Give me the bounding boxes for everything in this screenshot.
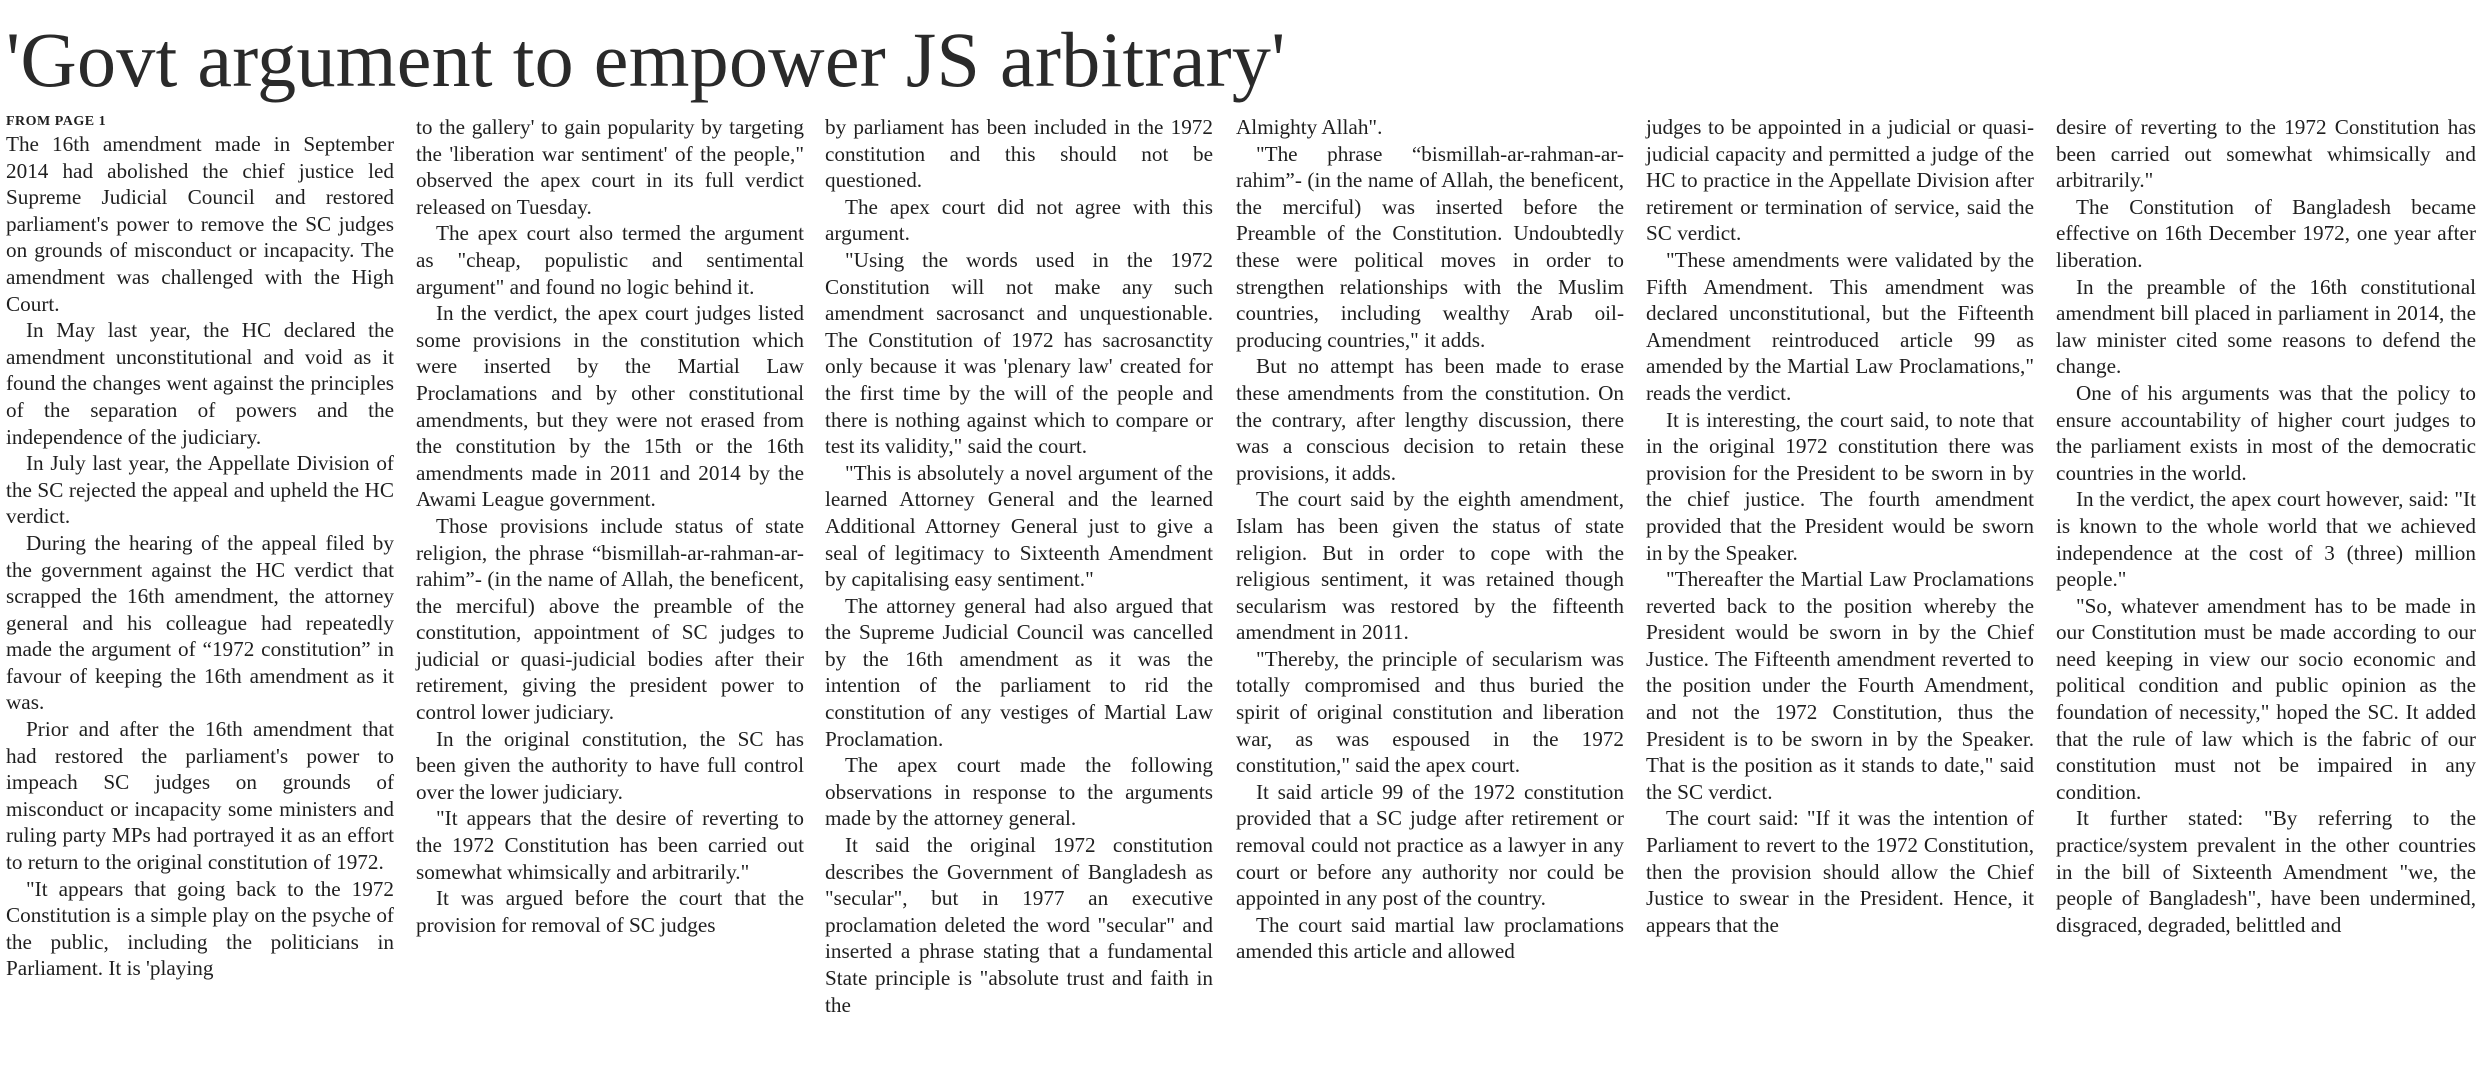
paragraph: During the hearing of the appeal filed by the government against the HC verdict that scrapped the 16th amendment, the attorney general and his colleague had repeatedly made the argument of “1972 constitution” in favour of keeping the 16th amendment as it was.: [6, 530, 394, 715]
kicker-label: FROM PAGE 1: [6, 114, 107, 129]
paragraph: The apex court did not agree with this argument.: [825, 194, 1213, 246]
article-column-2: [416, 114, 804, 1090]
paragraph: It said the original 1972 constitution describes the Government of Bangladesh as "secular", but in 1977 an executive proclamation deleted the word "secular" and inserted a phrase stating that a fundamental State principle is "absolute trust and faith in the: [825, 833, 1213, 1017]
paragraph: "These amendments were validated by the Fifth Amendment. This amendment was declared unconstitutional, but the Fifteenth Amendment reintroduced article 99 as amended by the Martial Law Proclamations," reads the verdict.: [1646, 247, 2034, 405]
paragraph: It is interesting, the court said, to note that in the original 1972 constitution there was provision for the President to be sworn in by the chief justice. The fourth amendment provided that the President would be sworn in by the Speaker.: [1646, 407, 2034, 565]
article-column-6: [2056, 114, 2476, 1090]
paragraph: It was argued before the court that the provision for removal of SC judges: [416, 886, 804, 937]
paragraph: "This is absolutely a novel argument of the learned Attorney General and the learned Additional Attorney General just to give a seal of legitimacy to Sixteenth Amendment by capitalising easy sentiment.": [825, 460, 1213, 592]
paragraph: The Constitution of Bangladesh became effective on 16th December 1972, one year after liberation.: [2056, 194, 2476, 272]
paragraph: desire of reverting to the 1972 Constitution has been carried out somewhat whimsically and arbitrarily.": [2056, 115, 2476, 193]
paragraph: "So, whatever amendment has to be made in our Constitution must be made according to our need keeping in view our socio economic and political condition and public opinion as the foundation of necessity," hoped the SC. It added that the rule of law which is the fabric of our constitution must not be impaired in any condition.: [2056, 593, 2476, 804]
paragraph: Prior and after the 16th amendment that had restored the parliament's power to impeach SC judges on grounds of misconduct or incapacity some ministers and ruling party MPs had portrayed it as an effort to return to the original constitution of 1972.: [6, 717, 394, 875]
paragraph: by parliament has been included in the 1972 constitution and this should not be questioned.: [825, 115, 1213, 193]
paragraph: Those provisions include status of state religion, the phrase “bismillah-ar-rahman-ar-rahim”- (in the name of Allah, the beneficent, the merciful) above the preamble of the constitution, appointment of SC judges to judicial or quasi-judicial bodies after their retirement, giving the president power to control lower judiciary.: [416, 513, 804, 725]
paragraph: In the original constitution, the SC has been given the authority to have full control over the lower judiciary.: [416, 726, 804, 804]
paragraph: "Thereafter the Martial Law Proclamations reverted back to the position whereby the President would be sworn in by the Chief Justice. The Fifteenth amendment reverted to the position under the Fourth Amendment, and not the 1972 Constitution, thus the President is to be sworn in by the Speaker. That is the position as it stands to date," said the SC verdict.: [1646, 567, 2034, 804]
article-column-3: [825, 114, 1213, 1090]
paragraph: It said article 99 of the 1972 constitution provided that a SC judge after retirement or removal could not practice as a lawyer in any court or before any authority nor could be appointed in any post of the country.: [1236, 779, 1624, 911]
article-column-5: [1646, 114, 2034, 1090]
paragraph: The court said by the eighth amendment, Islam has been given the status of state religion. But in order to cope with the religious sentiment, it was retained though secularism was restored by the fifteenth amendment in 2011.: [1236, 487, 1624, 645]
paragraph: "The phrase “bismillah-ar-rahman-ar-rahim”- (in the name of Allah, the beneficent, the merciful) was inserted before the Preamble of the Constitution. Undoubtedly these were political moves in order to strengthen relationships with the Muslim countries, including wealthy Arab oil-producing countries," it adds.: [1236, 141, 1624, 352]
article-column-1: [6, 114, 394, 1090]
paragraph: In the preamble of the 16th constitutional amendment bill placed in parliament in 2014, the law minister cited some reasons to defend the change.: [2056, 274, 2476, 379]
paragraph: to the gallery' to gain popularity by targeting the 'liberation war sentiment' of the people," observed the apex court in its full verdict released on Tuesday.: [416, 115, 804, 219]
paragraph: It further stated: "By referring to the practice/system prevalent in the other countries in the bill of Sixteenth Amendment "we, the people of Bangladesh", have been undermined, disgraced, degraded, belittled and: [2056, 806, 2476, 937]
headline: 'Govt argument to empower JS arbitrary': [6, 16, 1286, 103]
paragraph: One of his arguments was that the policy to ensure accountability of higher court judges to the parliament exists in most of the democratic countries in the world.: [2056, 380, 2476, 485]
paragraph: In the verdict, the apex court judges listed some provisions in the constitution which were inserted by the Martial Law Proclamations and by other constitutional amendments, but they were not erased from the constitution by the 15th or the 16th amendments made in 2011 and 2014 by the Awami League government.: [416, 301, 804, 512]
article-column-4: [1236, 114, 1624, 1090]
paragraph: "It appears that the desire of reverting to the 1972 Constitution has been carried out somewhat whimsically and arbitrarily.": [416, 806, 804, 884]
paragraph: "Using the words used in the 1972 Constitution will not make any such amendment sacrosanct and unquestionable. The Constitution of 1972 has sacrosanctity only because it was 'plenary law' created for the first time by the will of the people and there is nothing against which to compare or test its validity," said the court.: [825, 247, 1213, 459]
paragraph: Almighty Allah".: [1236, 115, 1383, 139]
paragraph: The apex court made the following observations in response to the arguments made by the attorney general.: [825, 753, 1213, 831]
paragraph: In the verdict, the apex court however, said: "It is known to the whole world that we achieved independence at the cost of 3 (three) million people.": [2056, 487, 2476, 592]
paragraph: The court said: "If it was the intention of Parliament to revert to the 1972 Constitution, then the provision should allow the Chief Justice to swear in the President. Hence, it appears that the: [1646, 806, 2034, 937]
paragraph: In May last year, the HC declared the amendment unconstitutional and void as it found the changes went against the principles of the separation of powers and the independence of the judiciary.: [6, 318, 394, 449]
paragraph: judges to be appointed in a judicial or quasi-judicial capacity and permitted a judge of the HC to practice in the Appellate Division after retirement or termination of service, said the SC verdict.: [1646, 115, 2034, 246]
paragraph: "Thereby, the principle of secularism was totally compromised and thus buried the spirit of original constitution and liberation war, as was espoused in the 1972 constitution," said the apex court.: [1236, 646, 1624, 778]
paragraph: The 16th amendment made in September 2014 had abolished the chief justice led Supreme Judicial Council and restored parliament's power to remove the SC judges on grounds of misconduct or incapacity. The amendment was challenged with the High Court.: [6, 132, 394, 316]
paragraph: In July last year, the Appellate Division of the SC rejected the appeal and upheld the HC verdict.: [6, 451, 394, 529]
paragraph: The court said martial law proclamations amended this article and allowed: [1236, 912, 1624, 964]
paragraph: "It appears that going back to the 1972 Constitution is a simple play on the psyche of the public, including the politicians in Parliament. It is 'playing: [6, 876, 394, 981]
paragraph: The attorney general had also argued that the Supreme Judicial Council was cancelled by the 16th amendment as it was the intention of the parliament to rid the constitution of any vestiges of Martial Law Proclamation.: [825, 593, 1213, 751]
paragraph: But no attempt has been made to erase these amendments from the constitution. On the contrary, after lengthy discussion, there was a conscious decision to retain these provisions, it adds.: [1236, 354, 1624, 485]
paragraph: The apex court also termed the argument as "cheap, populistic and sentimental argument" and found no logic behind it.: [416, 221, 804, 299]
